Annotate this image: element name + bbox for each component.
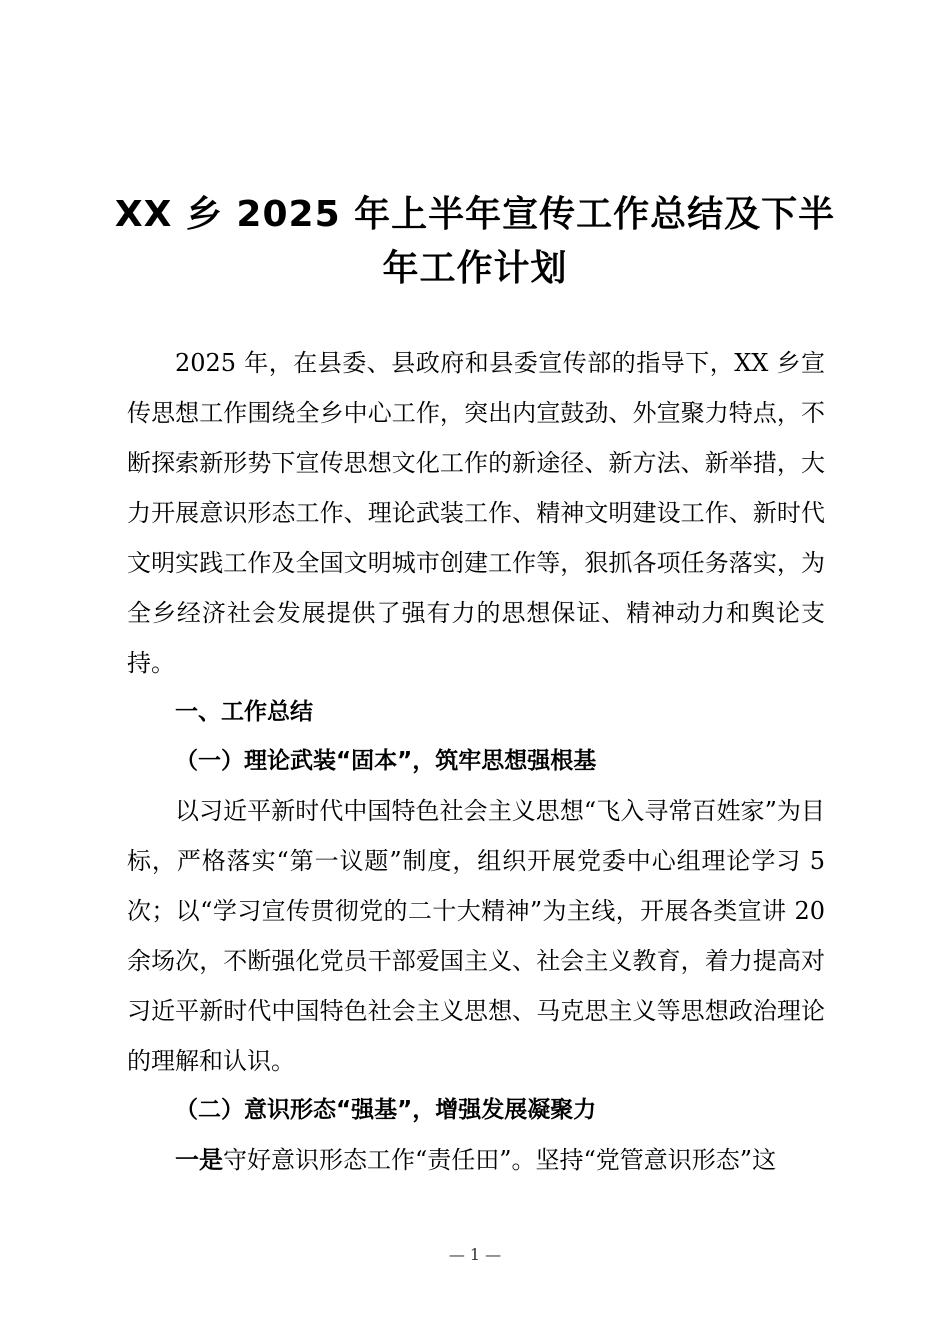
- subsection-paragraph-theory: 以习近平新时代中国特色社会主义思想“飞入寻常百姓家”为目标，严格落实“第一议题”制度，组织开展党委中心组理论学习 5 次；以“学习宣传贯彻党的二十大精神”为主线，开展各类宣讲 20 余场次，不断强化党员干部爱国主义、社会主义教育，着力提高对习近平新时代中国特色社会主义思想、马克思主义等思想政治理论的理解和认识。: [127, 797, 825, 1075]
- paragraph-lead: 一是: [175, 1146, 223, 1174]
- title-line-2: 年工作计划: [382, 248, 568, 289]
- intro-paragraph: 2025 年，在县委、县政府和县委宣传部的指导下，XX 乡宣传思想工作围绕全乡中心工作，突出内宣鼓劲、外宣聚力特点，不断探索新形势下宣传思想文化工作的新途径、新方法、新举措，大力开展意识形态工作、理论武装工作、精神文明建设工作、新时代文明实践工作及全国文明城市创建工作等，狠抓各项任务落实，为全乡经济社会发展提供了强有力的思想保证、精神动力和舆论支持。: [127, 349, 825, 677]
- document-body: [127, 338, 825, 1185]
- subsection-heading-ideology: （二）意识形态“强基”，增强发展凝聚力: [175, 1097, 597, 1123]
- page-number: — 1 —: [448, 1245, 502, 1264]
- section-heading-work-summary: 一、工作总结: [175, 699, 313, 725]
- document-title: [110, 188, 840, 296]
- subsection-heading-theory: （一）理论武装“固本”，筑牢思想强根基: [175, 748, 597, 774]
- subsection-paragraph-ideology: [127, 1135, 825, 1185]
- paragraph-text: 守好意识形态工作“责任田”。坚持“党管意识形态”这: [223, 1146, 777, 1174]
- title-line-1: XX 乡 2025 年上半年宣传工作总结及下半: [114, 194, 836, 235]
